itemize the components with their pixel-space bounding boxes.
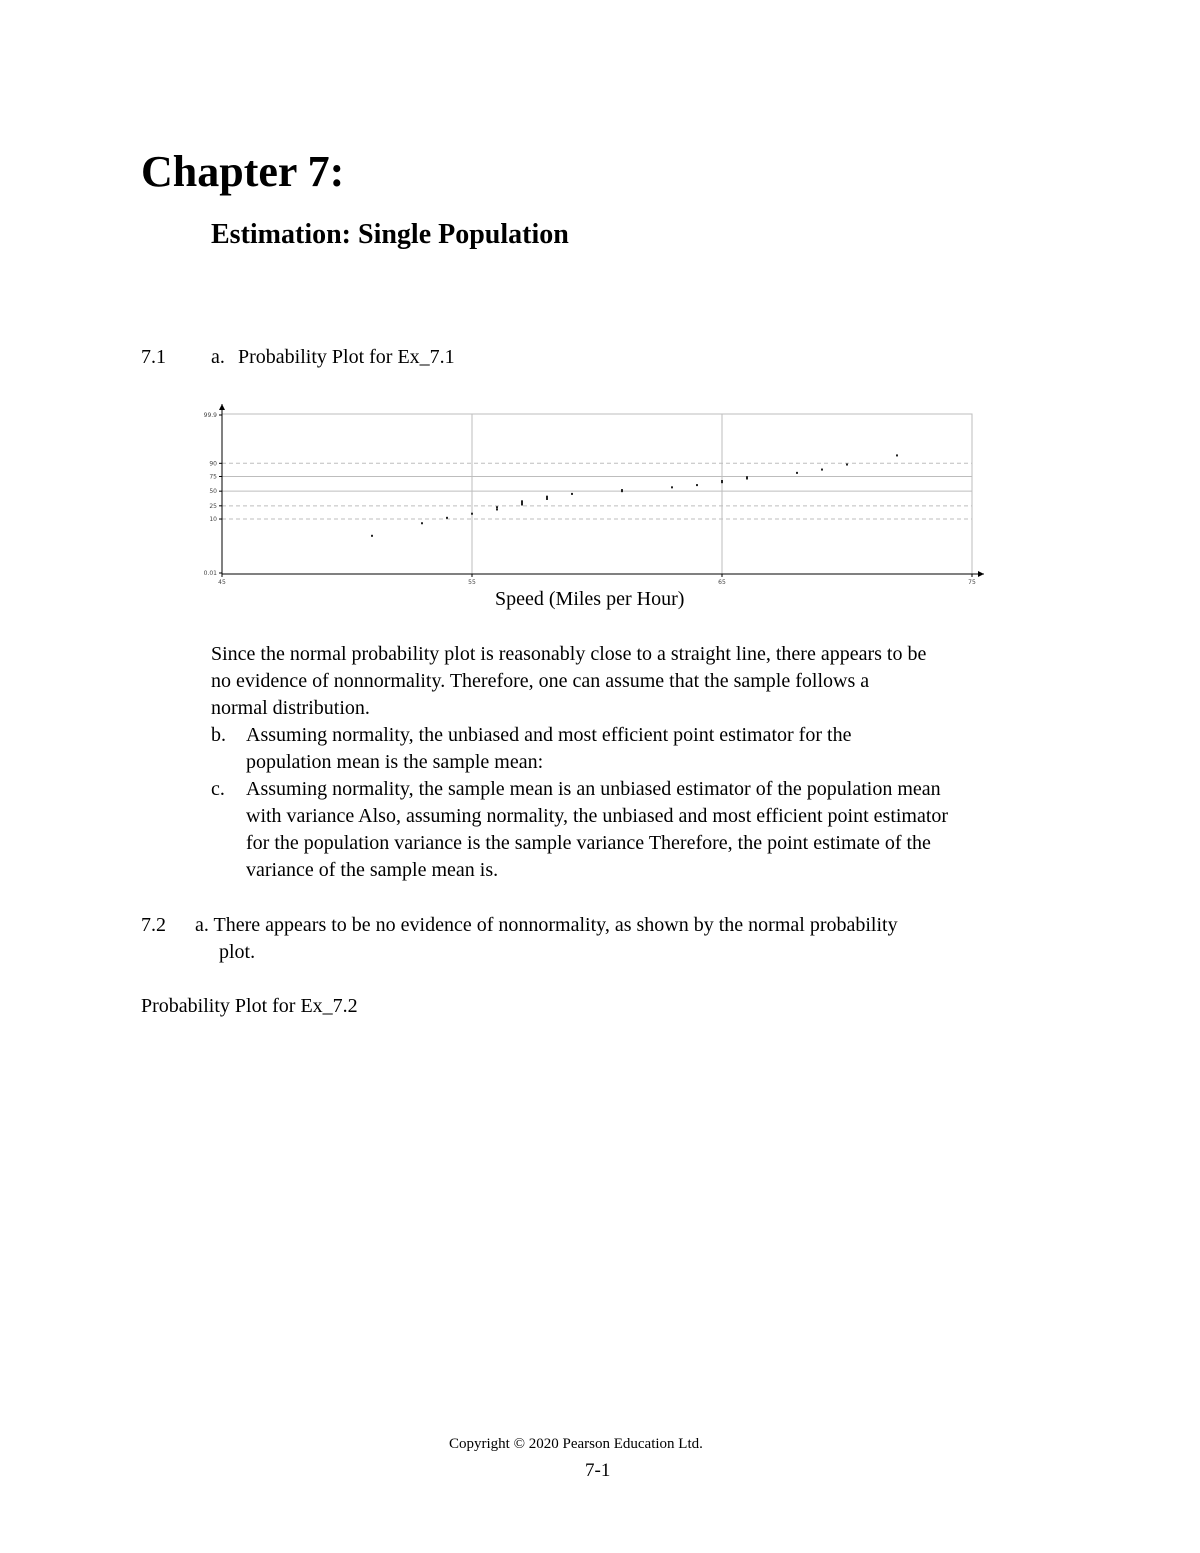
y-axis-arrow: [219, 404, 225, 410]
paragraph-a-line-3: normal distribution.: [211, 697, 370, 719]
part-b-label: b.: [211, 724, 226, 746]
x-axis-label: Speed (Miles per Hour): [495, 588, 685, 610]
question-7-2-line-1: a. There appears to be no evidence of nonnormality, as shown by the normal probability: [195, 914, 898, 936]
chapter-title: Chapter 7:: [141, 147, 345, 196]
data-point-0-21: [796, 472, 798, 474]
paragraph-c-line-1: Assuming normality, the sample mean is an unbiased estimator of the population mean: [246, 778, 941, 800]
probability-plot-title-7-1: Probability Plot for Ex_7.1: [238, 346, 455, 368]
data-point-0-4: [496, 508, 498, 510]
x-axis-arrow: [978, 571, 984, 577]
data-point-0-1: [421, 522, 423, 524]
paragraph-b-line-1: Assuming normality, the unbiased and most efficient point estimator for the: [246, 724, 852, 746]
data-point-0-15: [671, 486, 673, 488]
question-number-7-2: 7.2: [141, 914, 166, 936]
paragraph-c-line-2: with variance Also, assuming normality, the unbiased and most efficient point estimator: [246, 805, 949, 827]
data-point-0-16: [696, 484, 698, 486]
paragraph-c-line-3: for the population variance is the sample variance Therefore, the point estimate of the: [246, 832, 931, 854]
question-number-7-1: 7.1: [141, 346, 166, 368]
y-tick-label-6: 99.9: [203, 412, 217, 419]
paragraph-b-line-2: population mean is the sample mean:: [246, 751, 544, 773]
y-tick-label-5: 90: [209, 460, 217, 468]
part-a-label: a.: [211, 346, 225, 368]
page-number: 7-1: [585, 1460, 611, 1481]
probability-plot-title-7-2: Probability Plot for Ex_7.2: [141, 995, 358, 1017]
data-point-0-18: [721, 480, 723, 482]
y-tick-label-2: 25: [209, 502, 217, 510]
x-tick-label-0: 45: [218, 579, 226, 586]
part-c-label: c.: [211, 778, 225, 800]
paragraph-c-line-4: variance of the sample mean is.: [246, 859, 499, 881]
data-point-0-2: [446, 517, 448, 519]
data-point-0-12: [571, 493, 573, 495]
y-tick-label-0: 0.01: [203, 570, 217, 577]
data-point-0-11: [546, 496, 548, 498]
y-tick-label-4: 75: [209, 473, 217, 481]
chapter-subtitle: Estimation: Single Population: [211, 219, 569, 250]
probability-plot-svg: [195, 400, 995, 590]
data-point-0-22: [821, 469, 823, 471]
data-point-0-8: [521, 500, 523, 502]
question-7-2-line-2: plot.: [219, 941, 256, 963]
probability-plot-chart: [195, 400, 995, 590]
paragraph-a-line-1: Since the normal probability plot is reasonably close to a straight line, there appears to be: [211, 643, 927, 665]
paragraph-a-line-2: no evidence of nonnormality. Therefore, one can assume that the sample follows a: [211, 670, 870, 692]
data-point-0-23: [846, 464, 848, 466]
data-point-0-5: [496, 506, 498, 508]
data-point-0-3: [471, 513, 473, 515]
data-point-0-24: [896, 454, 898, 456]
x-tick-label-3: 75: [968, 579, 976, 586]
x-tick-label-1: 55: [468, 579, 476, 586]
data-point-0-20: [746, 476, 748, 478]
x-tick-label-2: 65: [718, 579, 726, 586]
copyright-notice: Copyright © 2020 Pearson Education Ltd.: [449, 1436, 703, 1452]
y-tick-label-3: 50: [209, 488, 217, 496]
data-point-0-14: [621, 489, 623, 491]
data-point-0-6: [521, 503, 523, 505]
data-point-0-0: [371, 535, 373, 537]
plot-frame: [222, 414, 972, 574]
y-tick-label-1: 10: [209, 516, 217, 524]
